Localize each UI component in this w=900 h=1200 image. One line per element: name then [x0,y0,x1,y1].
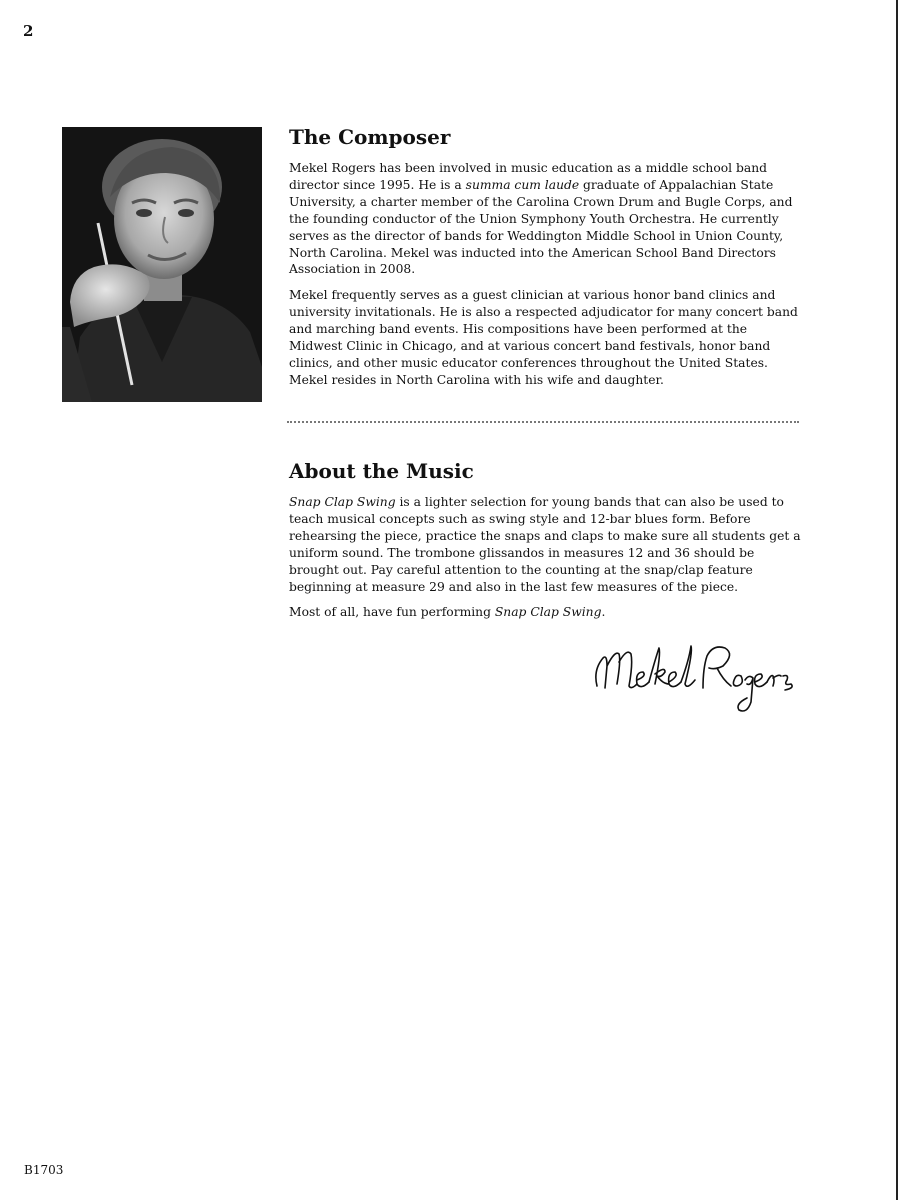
music-paragraph-1 [289,494,801,595]
footer-catalog-code: B1703 [24,1163,64,1177]
signature [585,640,800,720]
composer-heading: The Composer [289,125,451,149]
music-p2-text-b: . [601,605,606,620]
music-section [289,458,801,630]
section-divider [287,421,799,423]
composer-photo [62,127,262,402]
composer-p1-text-a: Mekel Rogers has been involved in music education as a middle school band director since 1995. He is a [289,161,767,192]
music-p1-text: is a lighter selection for young bands that can also be used to teach musical concepts such as swing style and 12-bar blues form. Before rehearsing the piece, practice the snaps and claps to make sure all students get a uniform sound. The trombone glissandos in measures 12 and 36 should be brought out. Pay careful attention to the counting at the snap/clap feature beginning at measure 29 and also in the last few measures of the piece. [289,495,801,594]
music-p2-italic: Snap Clap Swing [494,605,602,620]
composer-portrait-photo-icon [62,127,262,402]
composer-paragraph-2: Mekel frequently serves as a guest clinician at various honor band clinics and university invitationals. He is also a respected adjudicator for many concert band and marching band events. His compositions have been performed at the Midwest Clinic in Chicago, and at various concert band festivals, honor band clinics, and other music educator conferences throughout the United States. Mekel resides in North Carolina with his wife and daughter. [289,288,798,387]
handwritten-signature-icon [585,640,800,720]
composer-paragraph-1 [289,160,801,278]
page-edge-line [896,0,898,1200]
page-number: 2 [23,22,34,40]
composer-p1-text-b: graduate of Appalachian State University, a charter member of the Carolina Crown Drum and Bugle Corps, and the founding conductor of the Union Symphony Youth Orchestra. He currently serves as the director of bands for Weddington Middle School in Union County, North Carolina. Mekel was inducted into the American School Band Directors Association in 2008. [289,177,793,277]
music-p1-italic: Snap Clap Swing [289,495,396,509]
music-heading: About the Music [289,459,474,483]
composer-p1-italic: summa cum laude [465,177,580,192]
music-p2-text-a: Most of all, have fun performing [289,605,495,620]
music-paragraph-2 [289,604,801,621]
composer-section [289,124,801,398]
